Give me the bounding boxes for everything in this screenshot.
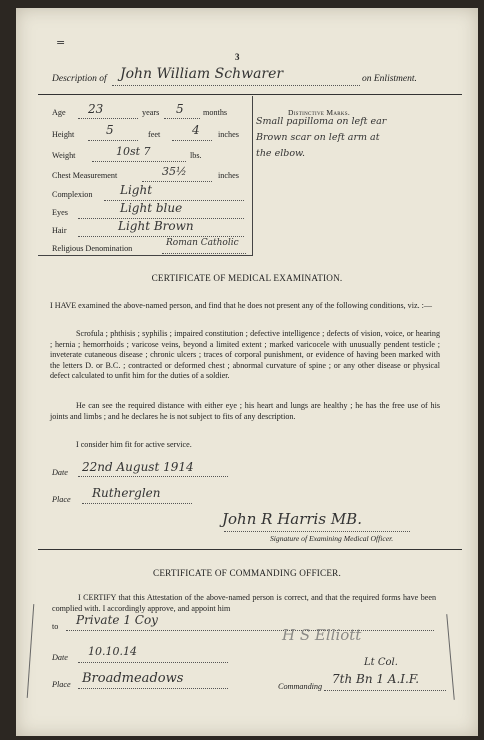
medical-para-3: He can see the required distance with either eye ; his heart and lungs are healthy ; he has the free use of his joints and limbs ; and he declares he is not subject to fits of any description. [50,401,440,421]
attestation-page [16,8,478,736]
height-feet-line [88,140,138,141]
chest-value: 35½ [162,165,187,178]
complexion-label: Complexion [52,190,93,199]
height-inches-value: 4 [192,123,200,137]
margin-mark-right [446,614,454,700]
years-label: years [142,108,160,117]
age-years-line [78,118,138,119]
eyes-value: Light blue [120,201,183,215]
medical-place-line [82,503,192,504]
header-rule [38,94,462,95]
commanding-place-label: Place [52,680,71,689]
commanding-date-label: Date [52,653,68,662]
age-years-value: 23 [88,102,104,116]
religion-line [162,253,246,254]
feet-label: feet [148,130,161,139]
medical-officer-signature: John R Harris MB. [222,510,362,528]
age-months-value: 5 [176,102,184,116]
eyes-label: Eyes [52,208,68,217]
medical-para-1: I HAVE examined the above-named person, and find that he does not present any of the following conditions, viz. :— [50,301,432,310]
medical-place-value: Rutherglen [92,486,161,500]
header-prefix: Description of [52,74,107,84]
commanding-label: Commanding [278,682,323,691]
medical-place-label: Place [52,495,71,504]
to-value: Private 1 Coy [76,613,158,627]
religion-label: Religious Denomination [52,244,133,253]
corner-mark: = [56,36,66,49]
medical-date-line [78,476,228,477]
to-line [66,630,434,631]
weight-label: Weight [52,151,76,160]
margin-mark-left [27,604,35,698]
commanding-line [324,690,446,691]
hair-label: Hair [52,226,67,235]
complexion-value: Light [120,183,153,197]
commanding-place-value: Broadmeadows [82,671,184,686]
weight-value: 10st 7 [116,145,151,158]
weight-line [92,161,186,162]
to-label: to [52,622,59,631]
medical-date-value: 22nd August 1914 [82,460,194,474]
distinctive-marks-line-2: Brown scar on left arm at [256,132,380,143]
age-months-line [164,118,200,119]
commanding-date-value: 10.10.14 [88,645,137,658]
height-label: Height [52,130,75,139]
commanding-rank: Lt Col. [364,657,398,668]
commanding-signature: H S Elliott [282,626,362,644]
commanding-para: I CERTIFY that this Attestation of the above-named person is correct, and that the required forms have been complied with. I accordingly approve, and appoint him [52,593,436,613]
age-label: Age [52,108,66,117]
hair-line [78,236,244,237]
lbs-label: lbs. [190,151,202,160]
commanding-title: CERTIFICATE OF COMMANDING OFFICER. [153,568,341,578]
chest-inches-label: inches [218,171,239,180]
name-line [112,85,360,86]
chest-label: Chest Measurement [52,171,118,180]
header-suffix: on Enlistment. [362,74,417,84]
medical-signature-label: Signature of Examining Medical Officer. [270,534,394,543]
medical-date-label: Date [52,468,68,477]
hair-value: Light Brown [118,219,194,233]
commanding-value: 7th Bn 1 A.I.F. [332,672,420,686]
medical-para-4: I consider him fit for active service. [76,440,192,449]
page-number: 3 [235,52,240,62]
distinctive-marks-line-1: Small papilloma on left ear [256,116,387,127]
medical-para-2: Scrofula ; phthisis ; syphilis ; impaired constitution ; defective intelligence ; defects of vision, voice, or hearing ; hernia ; hemorrhoids ; varicose veins, beyond a limited extent ; marked varicocele with unusually pendent testicle ; inveterate cutaneous disease ; chronic ulcers ; traces of corporal punishment, or evidence of having been marked with the letters D. or B.C. ; contracted or deformed chest ; abnormal curvature of spine ; or any other disease or physical defect calculated to unfit him for the duties of a soldier. [50,329,440,381]
section-rule [38,549,462,550]
religion-value: Roman Catholic [166,238,239,248]
medical-signature-line [224,531,410,532]
commanding-place-line [78,688,228,689]
distinctive-marks-title: Distinctive Marks. [288,108,351,117]
chest-line [142,181,212,182]
commanding-date-line [78,662,228,663]
distinctive-marks-line-3: the elbow. [256,148,306,159]
inches-label: inches [218,130,239,139]
months-label: months [203,108,228,117]
soldier-name: John William Schwarer [120,66,284,82]
height-feet-value: 5 [106,123,114,137]
height-inches-line [172,140,212,141]
medical-title: CERTIFICATE OF MEDICAL EXAMINATION. [151,273,343,283]
